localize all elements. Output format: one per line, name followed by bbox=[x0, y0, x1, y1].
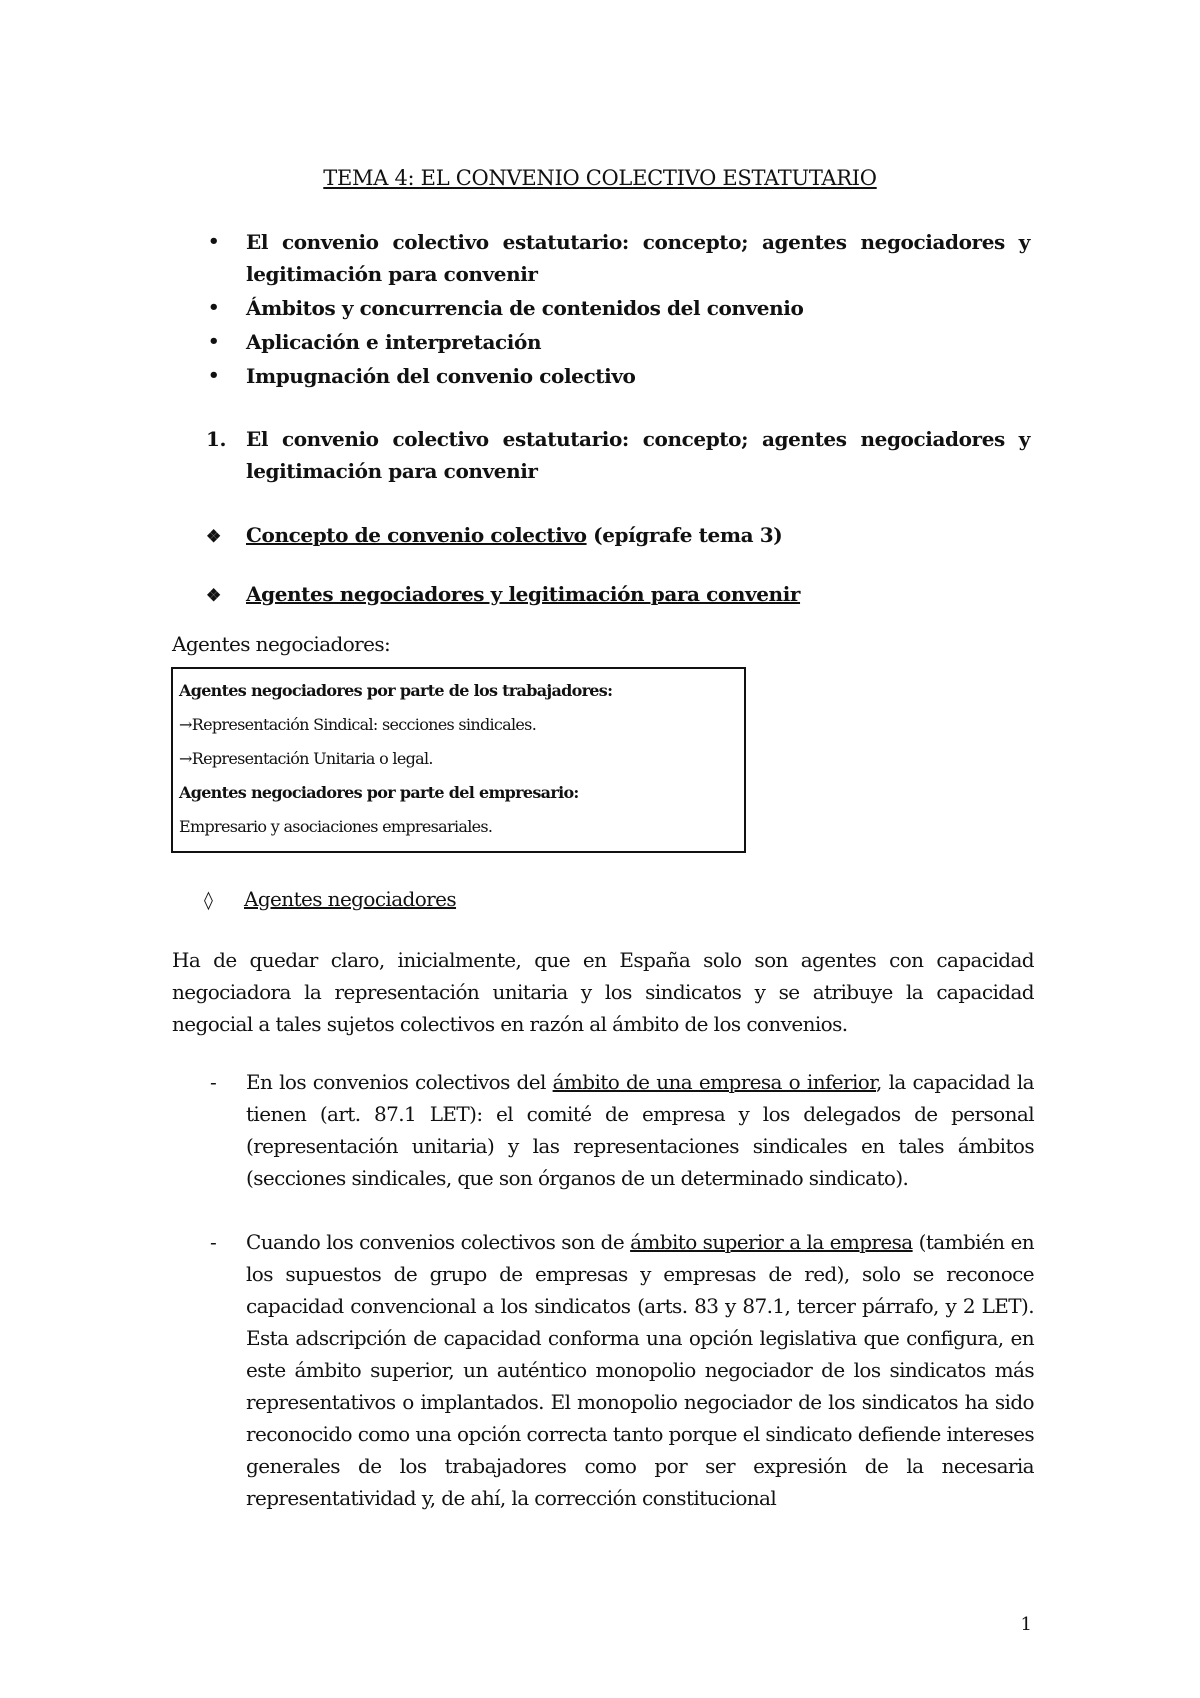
dash-icon: - bbox=[210, 1230, 217, 1254]
diamond-bullet-icon: ❖ bbox=[206, 586, 221, 606]
bullet-icon: • bbox=[208, 231, 220, 252]
section-number: 1. bbox=[206, 427, 227, 451]
page-title: TEMA 4: EL CONVENIO COLECTIVO ESTATUTARIO bbox=[323, 166, 877, 190]
dash-item-underlined: ámbito superior a la empresa bbox=[630, 1230, 913, 1254]
worker-item-text: Representación Sindical: secciones sindicales. bbox=[191, 715, 537, 734]
dash-item-empresa bbox=[200, 1066, 1034, 1194]
agents-summary-box bbox=[171, 667, 746, 853]
section-1-text: El convenio colectivo estatutario: concepto; agentes negociadores y legitimación para convenir bbox=[246, 427, 1030, 483]
agentes-label: Agentes negociadores: bbox=[172, 632, 391, 656]
concepto-link-text: Concepto de convenio colectivo bbox=[246, 523, 587, 547]
dash-item-text-after: (también en los supuestos de grupo de empresas y empresas de red), solo se reconoce capacidad convencional a los sindicatos (arts. 83 y 87.1, tercer párrafo, y 2 LET). Esta adscripción de capacidad conforma una opción legislativa que configura, en este ámbito superior, un auténtico monopolio negociador de los sindicatos más representativos o implantados. El monopolio negociador de los sindicatos ha sido reconocido como una opción correcta tanto porque el sindicato defiende intereses generales de los trabajadores como por ser expresión de la necesaria representatividad y, de ahí, la corrección constitucional bbox=[246, 1230, 1034, 1510]
topic-bullet-item bbox=[200, 360, 1030, 392]
section-1-heading bbox=[200, 423, 1030, 487]
bullet-icon: • bbox=[208, 365, 220, 386]
worker-item-text: Representación Unitaria o legal. bbox=[191, 749, 433, 768]
employer-text: Empresario y asociaciones empresariales. bbox=[179, 817, 493, 836]
dash-item-text-before: En los convenios colectivos del bbox=[246, 1070, 553, 1094]
topic-bullet-text: Aplicación e interpretación bbox=[246, 330, 542, 354]
topic-bullet-item bbox=[200, 292, 1030, 324]
dash-item-underlined: ámbito de una empresa o inferior bbox=[552, 1070, 877, 1094]
topic-bullet-list bbox=[200, 226, 1030, 394]
bullet-icon: • bbox=[208, 331, 220, 352]
topic-bullet-text: Ámbitos y concurrencia de contenidos del convenio bbox=[246, 296, 804, 320]
intro-paragraph: Ha de quedar claro, inicialmente, que en España solo son agentes con capacidad negociadora la representación unitaria y los sindicatos y se atribuye la capacidad negocial a tales sujetos colectivos en razón al ámbito de los convenios. bbox=[172, 948, 1034, 1036]
dash-item-text-after: , la capacidad la tienen (art. 87.1 LET): el comité de empresa y los delegados de personal (representación unitaria) y las representaciones sindicales en tales ámbitos (secciones sindicales, que son órganos de un determinado sindicato). bbox=[246, 1070, 1035, 1190]
bullet-icon: • bbox=[208, 297, 220, 318]
agentes-subheading-text: Agentes negociadores bbox=[244, 887, 457, 911]
employer-heading: Agentes negociadores por parte del empresario: bbox=[179, 783, 579, 802]
concepto-heading bbox=[206, 523, 782, 547]
agentes-heading bbox=[206, 582, 800, 606]
topic-bullet-text: El convenio colectivo estatutario: concepto; agentes negociadores y legitimación para convenir bbox=[246, 230, 1030, 286]
topic-bullet-text: Impugnación del convenio colectivo bbox=[246, 364, 636, 388]
worker-item bbox=[179, 708, 738, 742]
dash-item-superior bbox=[200, 1226, 1034, 1514]
arrow-icon: → bbox=[179, 749, 192, 768]
topic-bullet-item bbox=[200, 326, 1030, 358]
diamond-bullet-icon: ❖ bbox=[206, 527, 221, 547]
topic-bullet-item bbox=[200, 226, 1030, 290]
worker-item bbox=[179, 742, 738, 776]
arrow-icon: → bbox=[179, 715, 192, 734]
concepto-reference: (epígrafe tema 3) bbox=[586, 523, 783, 547]
workers-heading: Agentes negociadores por parte de los trabajadores: bbox=[179, 681, 613, 700]
dash-icon: - bbox=[210, 1070, 217, 1094]
page-number: 1 bbox=[1020, 1614, 1032, 1635]
agentes-heading-text: Agentes negociadores y legitimación para convenir bbox=[246, 582, 801, 606]
lozenge-icon: ◊ bbox=[204, 890, 213, 911]
dash-item-text-before: Cuando los convenios colectivos son de bbox=[246, 1230, 631, 1254]
agentes-subheading bbox=[204, 887, 456, 911]
